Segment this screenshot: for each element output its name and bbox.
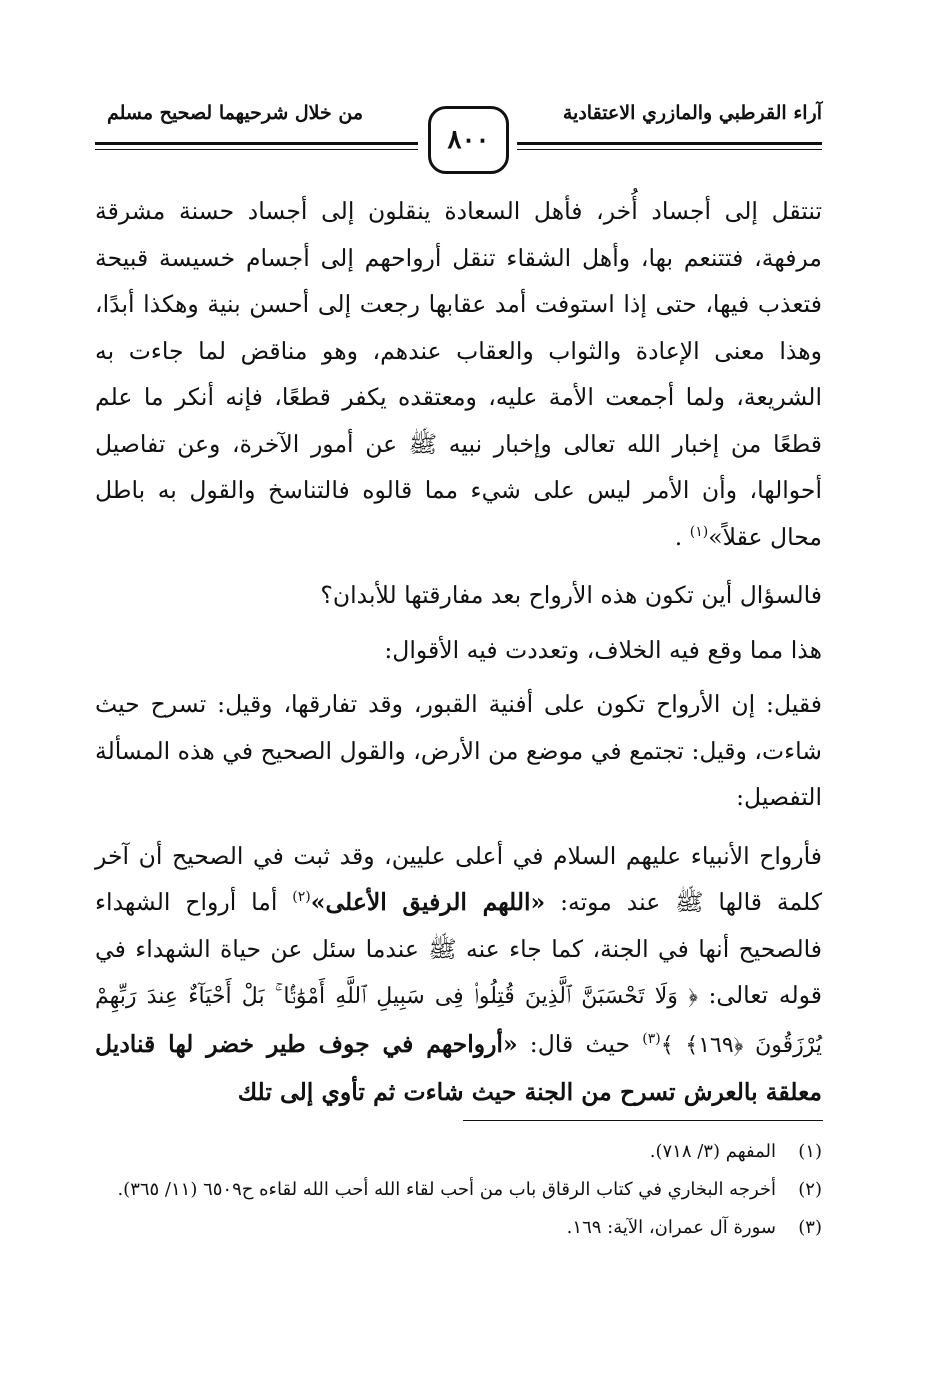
paragraph-4: فقيل: إن الأرواح تكون على أفنية القبور، وقد تفارقها، وقيل: تسرح حيث شاءت، وقيل: تجتمع في موضع من الأرض، والقول الصحيح في هذه المسألة التفصيل: <box>95 690 822 811</box>
footnote-text: المفهم (٣/ ٧١٨). <box>649 1141 776 1162</box>
paragraph-1-end: . <box>674 522 690 551</box>
footnote-1 <box>95 1138 822 1166</box>
footnote-text: أخرجه البخاري في كتاب الرقاق باب من أحب لقاء الله أحب الله لقاءه ح٦٥٠٩ (١١/ ٣٦٥). <box>117 1179 776 1200</box>
paragraph-5-text-c: حيث قال: <box>517 1029 643 1058</box>
paragraph-5-text-b: أما أرواح الشهداء فالصحيح أنها في الجنة، كما جاء عنه ﷺ عندما سئل عن حياة الشهداء في قوله تعالى: <box>95 888 822 1009</box>
running-title-left: من خلال شرحيهما لصحيح مسلم <box>107 102 363 124</box>
page-header <box>95 92 822 182</box>
paragraph-3: هذا مما وقع فيه الخلاف، وتعددت فيه الأقوال: <box>384 635 822 664</box>
footnote-ref-1: (١) <box>689 523 709 540</box>
footnote-3 <box>95 1214 822 1242</box>
paragraph-5-text-a: فأرواح الأنبياء عليهم السلام في أعلى عليين، وقد ثبت في الصحيح أن آخر كلمة قالها ﷺ عند موته: <box>95 841 823 916</box>
header-rule-right-thin <box>517 149 822 150</box>
footnotes <box>95 1138 822 1252</box>
footnote-separator <box>463 1120 823 1121</box>
footnote-number: (١) <box>798 1141 822 1162</box>
hadith-quote-2: «أرواحهم في جوف طير خضر لها قناديل معلقة بالعرش تسرح من الجنة حيث شاءت ثم تأوي إلى تلك <box>95 1029 822 1106</box>
paragraph-1 <box>95 188 822 560</box>
paragraph-2: فالسؤال أين تكون هذه الأرواح بعد مفارقتها للأبدان؟ <box>320 581 822 609</box>
quran-verse: ﴿ وَلَا تَحْسَبَنَّ ٱلَّذِينَ قُتِلُوا۟ فِى سَبِيلِ ٱللَّهِ أَمْوَٰتًۢا ۚ بَلْ أَحْيَآءٌ عِندَ رَبِّهِمْ يُرْزَقُونَ ﴿١٦٩﴾ ﴾ <box>95 984 823 1058</box>
paragraph-1-text: تنتقل إلى أجساد أُخر، فأهل السعادة ينقلون إلى أجساد حسنة مشرقة مرفهة، فتتنعم بها، وأهل الشقاء تنقل أرواحهم إلى أجسام خسيسة قبيحة فتعذب فيها، حتى إذا استوفت أمد عقابها رجعت إلى أحسن بنية وهكذا أبدًا، وهذا معنى الإعادة والثواب والعقاب عندهم، وهو مناقض لما جاءت به الشريعة، ولما أجمعت الأمة عليه، ومعتقده يكفر قطعًا، فإنه أنكر ما علم قطعًا من إخبار الله تعالى وإخبار نبيه ﷺ عن أمور الآخرة، وعن تفاصيل أحوالها، وأن الأمر ليس على شيء مما قالوه فالتناسخ والقول به باطل محال عقلاً» <box>95 197 822 551</box>
page-number-frame <box>428 106 509 174</box>
header-rule-right-thick <box>517 142 822 145</box>
header-rule-left-thick <box>95 142 418 145</box>
footnote-ref-2: (٢) <box>292 889 311 906</box>
hadith-quote-1: «اللهم الرفيق الأعلى» <box>310 888 546 916</box>
paragraph-5 <box>95 833 822 1116</box>
main-text <box>95 188 822 1128</box>
footnote-ref-3: (٣) <box>642 1030 661 1047</box>
footnote-number: (٢) <box>798 1179 822 1200</box>
page-number: ٨٠٠ <box>447 125 490 155</box>
footnote-number: (٣) <box>798 1217 822 1238</box>
running-title-right: آراء القرطبي والمازري الاعتقادية <box>562 102 822 124</box>
footnote-2 <box>95 1176 822 1204</box>
footnote-text: سورة آل عمران، الآية: ١٦٩. <box>566 1217 776 1238</box>
header-rule-left-thin <box>95 149 418 150</box>
